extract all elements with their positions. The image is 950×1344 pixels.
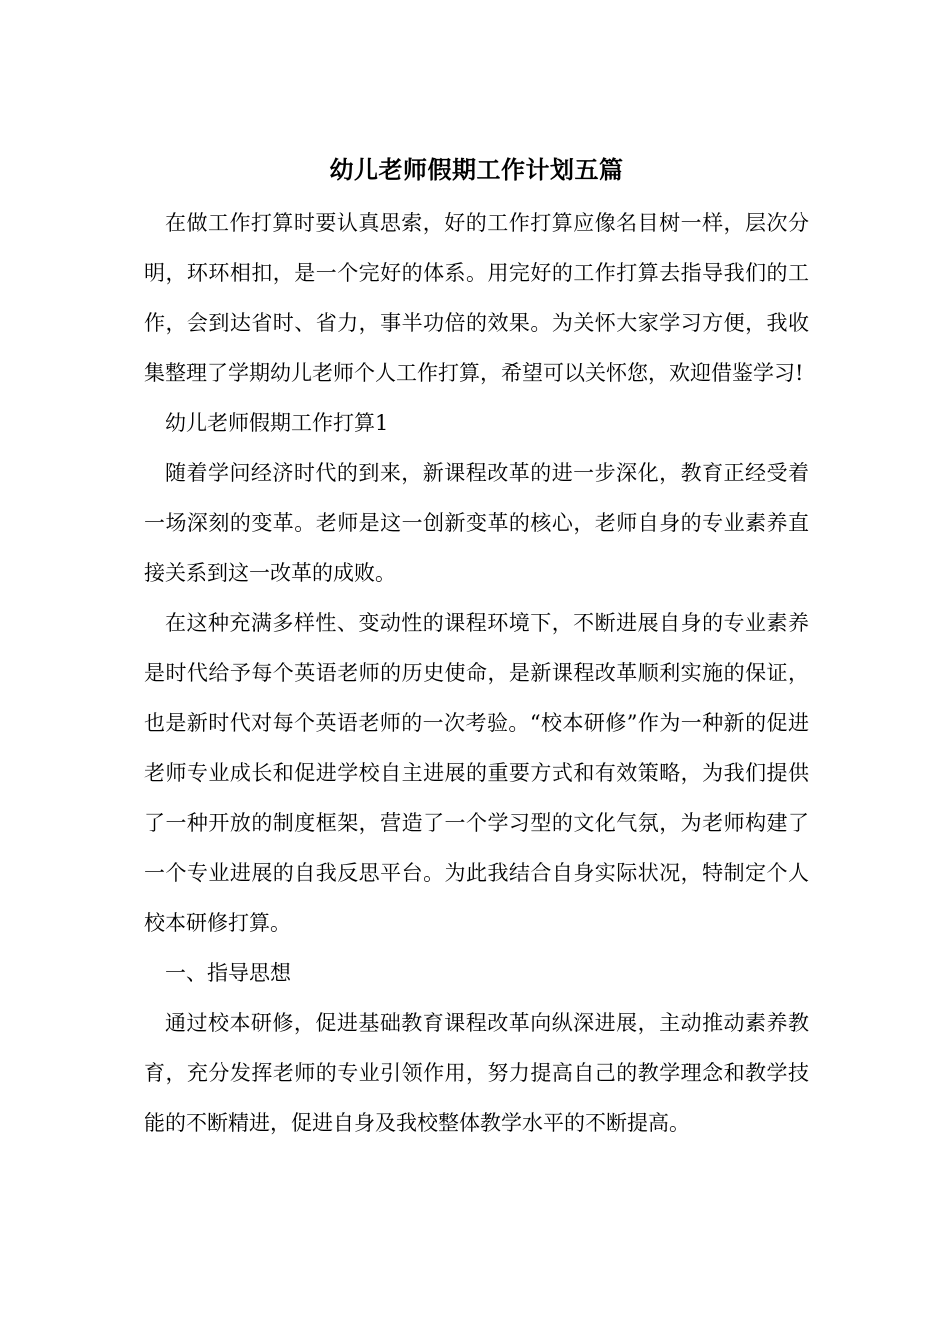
document-title: 幼儿老师假期工作计划五篇	[329, 156, 624, 184]
body-paragraph: 在这种充满多样性、变动性的课程环境下，不断进展自身的专业素养是时代给予每个英语老师的历史使命，是新课程改革顺利实施的保证，也是新时代对每个英语老师的一次考验。“校本研修”作为一种新的促进老师专业成长和促进学校自主进展的重要方式和有效策略，为我们提供了一种开放的制度框架，营造了一个学习型的文化气氛，为老师构建了一个专业进展的自我反思平台。为此我结合自身实际状况，特制定个人校本研修打算。	[144, 611, 809, 935]
section-heading-guiding-ideology: 一、指导思想	[165, 961, 291, 985]
body-paragraph: 通过校本研修，促进基础教育课程改革向纵深进展，主动推动素养教育，充分发挥老师的专业引领作用，努力提高自己的教学理念和教学技能的不断精进，促进自身及我校整体教学水平的不断提高。	[144, 1011, 809, 1135]
section-heading-plan-1: 幼儿老师假期工作打算1	[165, 411, 389, 435]
body-paragraph: 随着学问经济时代的到来，新课程改革的进一步深化，教育正经受着一场深刻的变革。老师是这一创新变革的核心，老师自身的专业素养直接关系到这一改革的成败。	[144, 461, 809, 585]
intro-paragraph: 在做工作打算时要认真思索，好的工作打算应像名目树一样，层次分明，环环相扣，是一个完好的体系。用完好的工作打算去指导我们的工作，会到达省时、省力，事半功倍的效果。为关怀大家学习方便，我收集整理了学期幼儿老师个人工作打算，希望可以关怀您，欢迎借鉴学习!	[144, 211, 809, 385]
document-body	[144, 148, 809, 1148]
